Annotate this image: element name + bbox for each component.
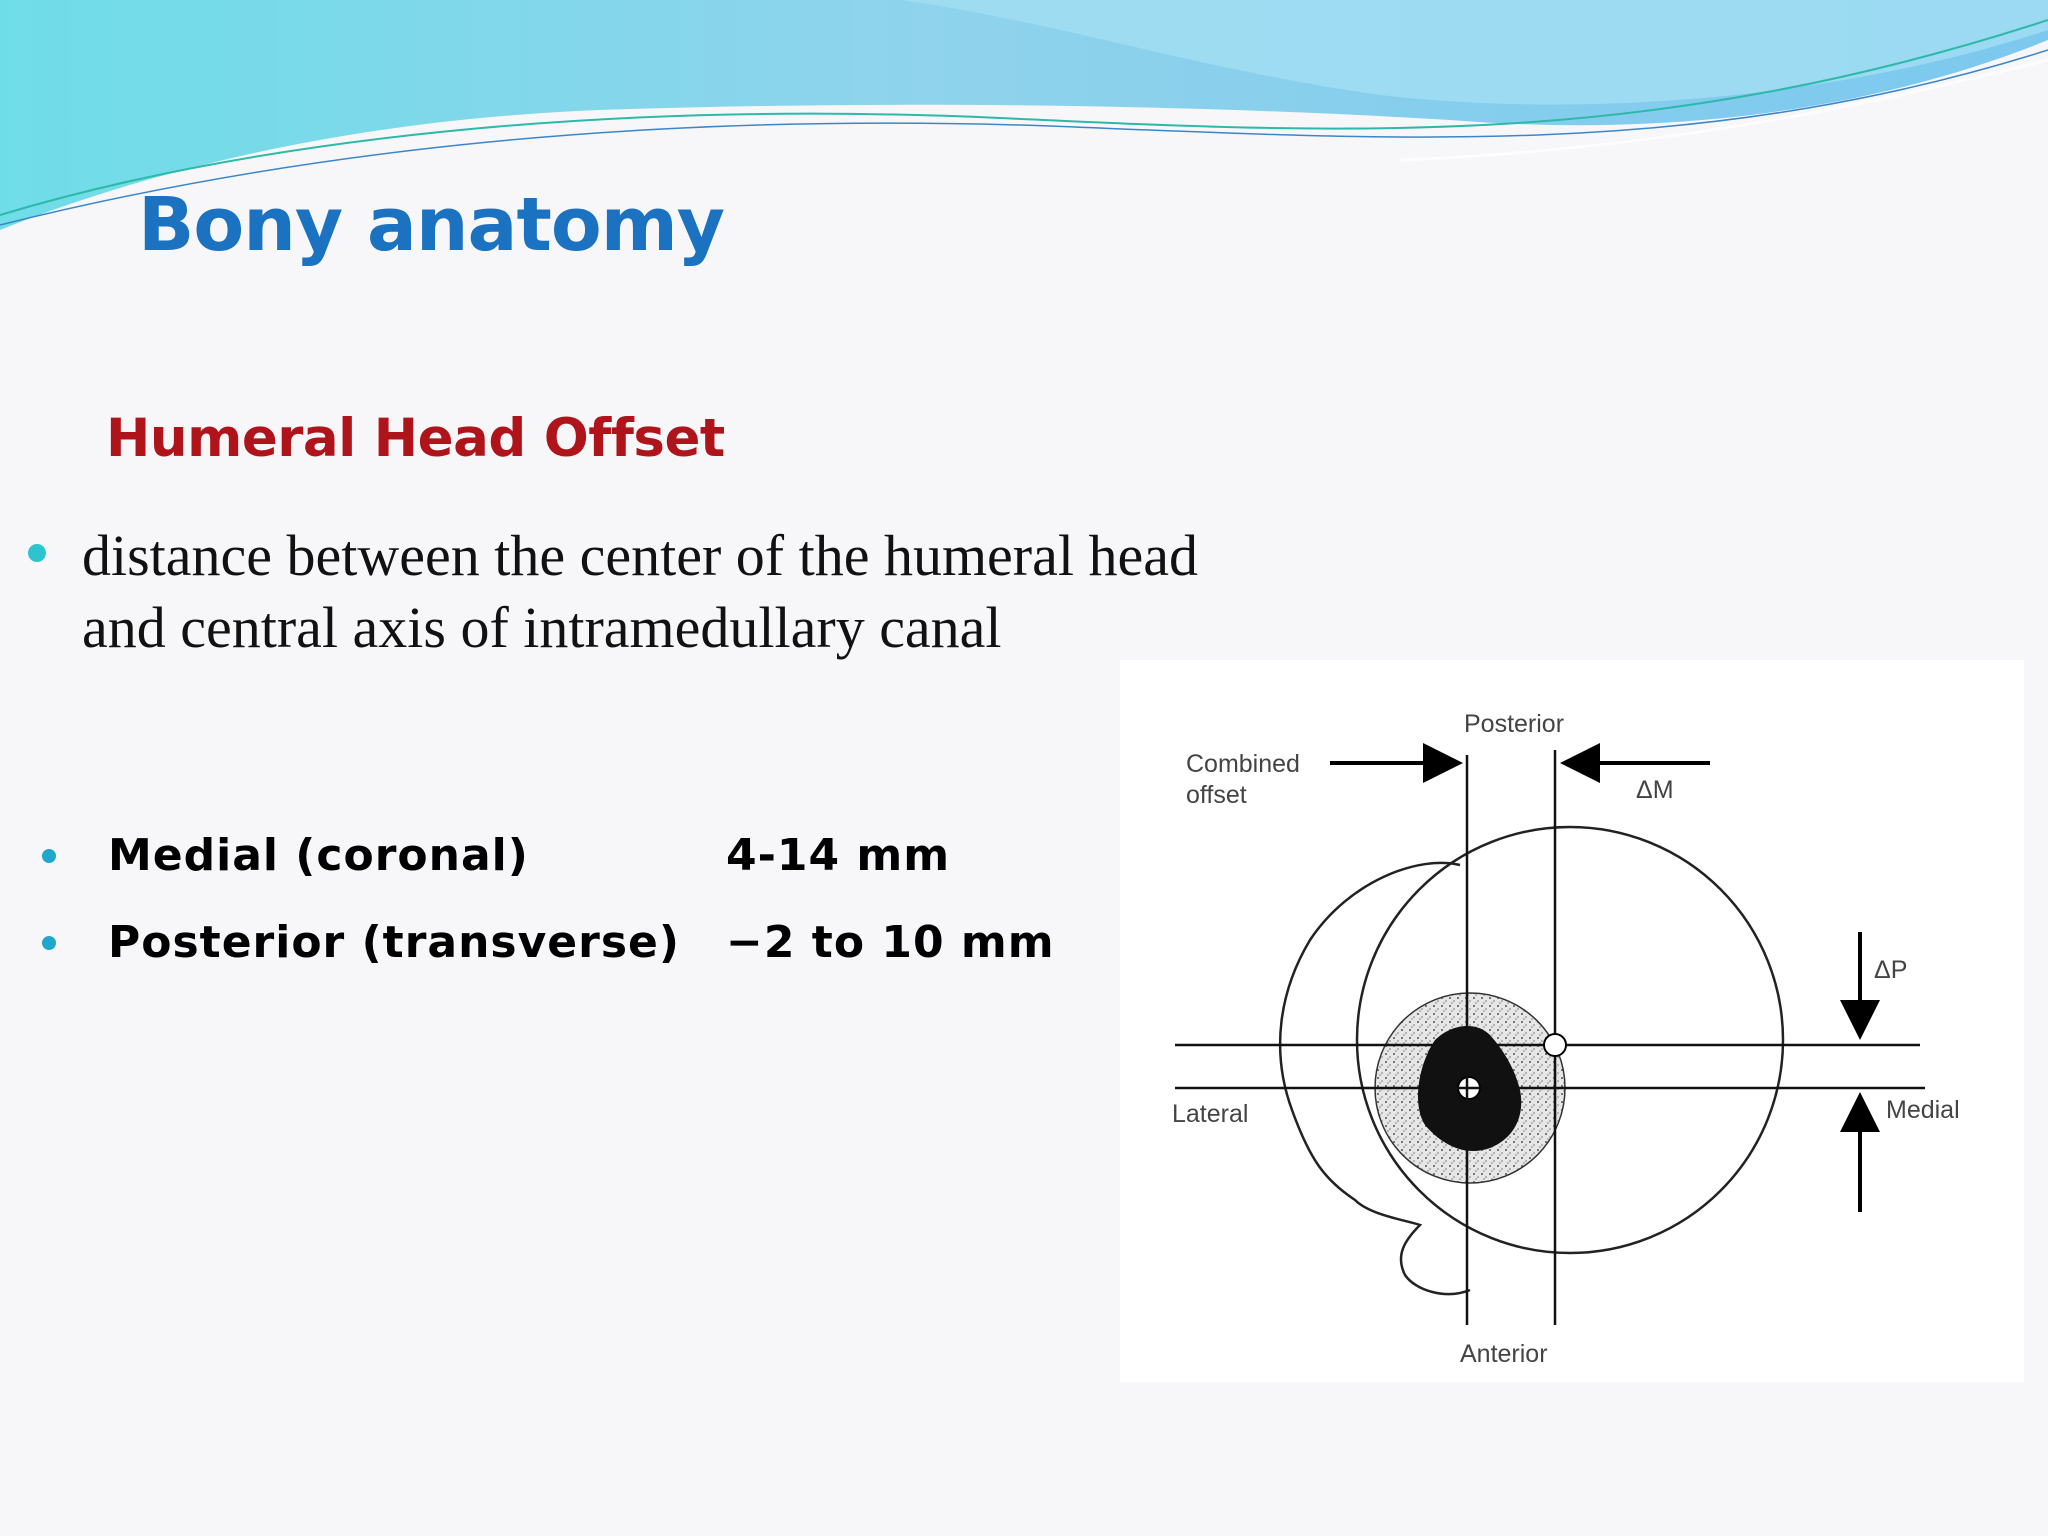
label-delta-p: ΔP — [1874, 956, 1908, 984]
label-lateral: Lateral — [1172, 1100, 1249, 1128]
offset-range-row-medial — [0, 826, 1100, 886]
offset-range-row-posterior — [0, 913, 1100, 973]
bullet-dot — [28, 544, 46, 562]
head-center-point — [1544, 1034, 1566, 1056]
range-label: Medial (coronal) — [108, 830, 529, 881]
bullet-dot — [42, 849, 56, 863]
slide-title: Bony anatomy — [138, 182, 725, 268]
label-combined-offset: Combined — [1186, 750, 1300, 778]
definition-text — [82, 520, 1382, 664]
label-delta-m: ΔM — [1636, 776, 1674, 804]
definition-line: and central axis of intramedullary canal — [82, 595, 1002, 660]
bullet-dot — [42, 936, 56, 950]
definition-line: distance between the center of the humeral head — [82, 523, 1198, 588]
range-value: −2 to 10 mm — [726, 917, 1055, 968]
slide-subtitle: Humeral Head Offset — [106, 408, 725, 469]
range-label: Posterior (transverse) — [108, 917, 680, 968]
range-value: 4-14 mm — [726, 830, 951, 881]
label-medial: Medial — [1886, 1096, 1960, 1124]
humeral-offset-diagram — [1120, 660, 2024, 1382]
label-posterior: Posterior — [1464, 710, 1565, 738]
label-combined-offset: offset — [1186, 781, 1247, 809]
label-anterior: Anterior — [1460, 1340, 1548, 1368]
